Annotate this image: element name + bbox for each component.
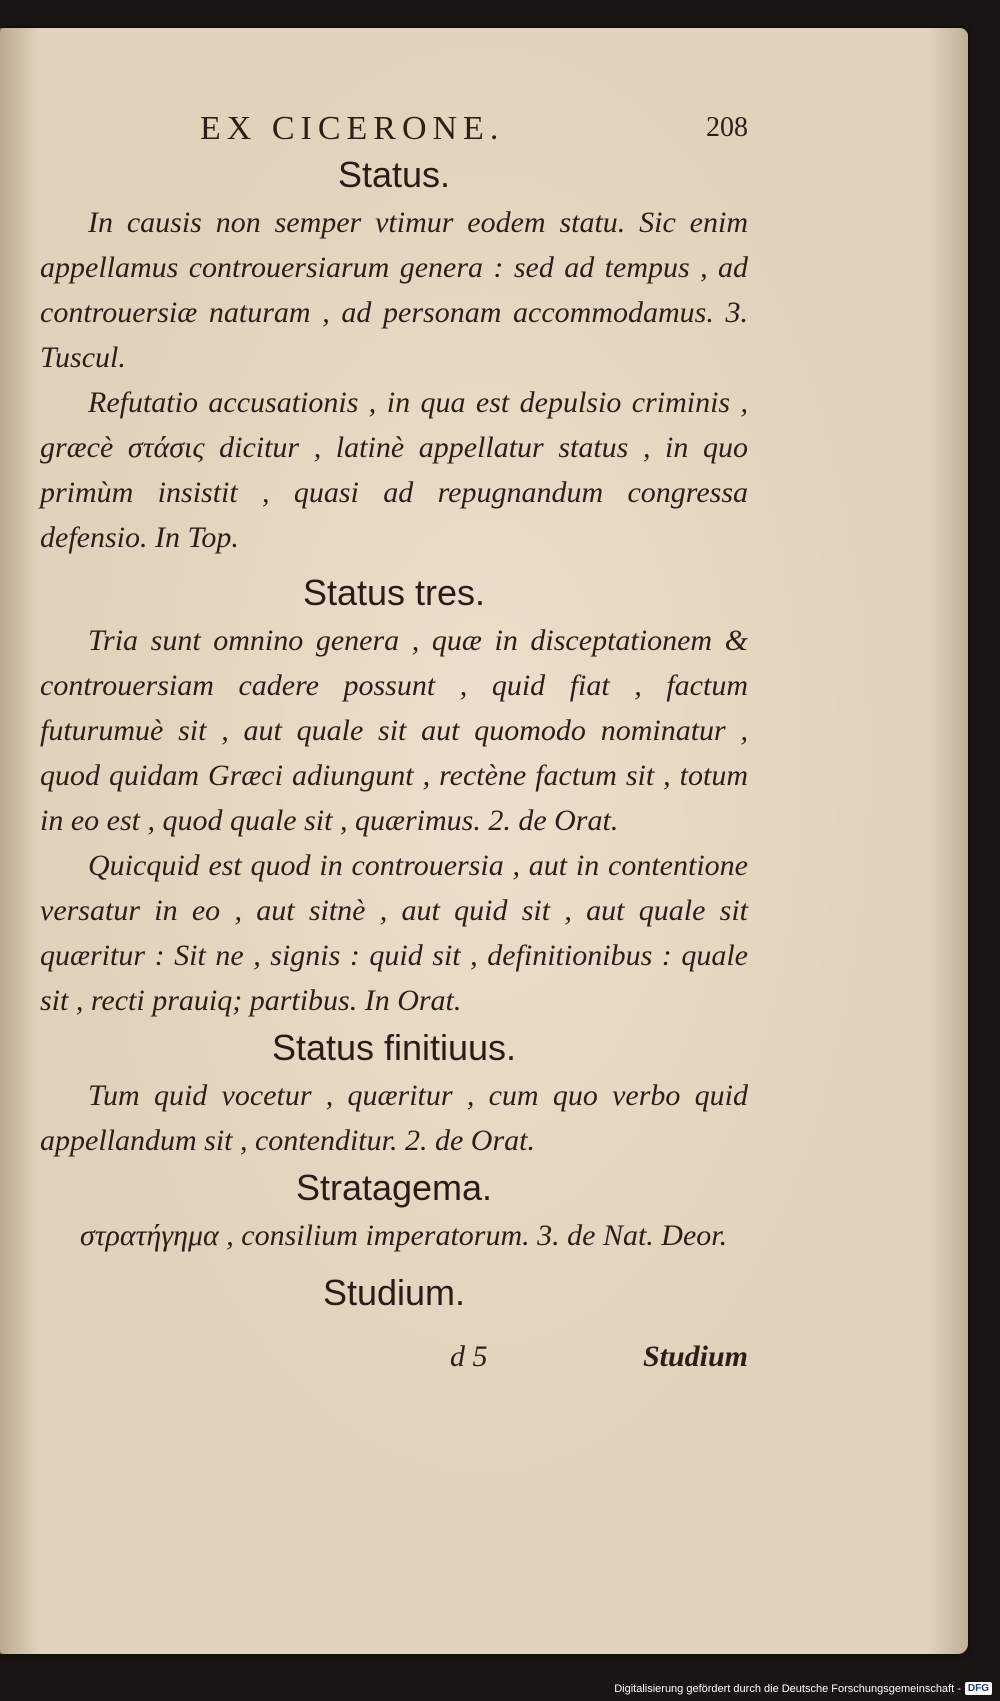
page-header — [200, 110, 748, 154]
paragraph: Quicquid est quod in controuersia , aut in contentione versatur in eo , aut sitnè , aut quid sit , aut quale sit quæritur : Sit ne , signis : quid sit , definitionibus : quale sit , recti prauiq; partibus. In Orat. — [40, 849, 748, 1017]
section-heading-status-finitiuus: Status finitiuus. — [271, 1027, 517, 1068]
section-heading-status-tres: Status tres. — [302, 572, 486, 613]
page-number: 208 — [706, 112, 748, 143]
digitization-credit — [614, 1682, 992, 1695]
credit-text: Digitalisierung gefördert durch die Deutsche Forschungsgemeinschaft - — [614, 1682, 961, 1695]
catchword: Studium — [642, 1340, 748, 1373]
page-text-block — [40, 150, 748, 1318]
section-heading-stratagema: Stratagema. — [295, 1167, 493, 1208]
dfg-logo-icon: DFG — [965, 1682, 992, 1695]
paragraph: In causis non semper vtimur eodem statu. Sic enim appellamus controuersiarum genera : sed ad tempus , ad controuersiæ naturam , ad personam accommodamus. 3. Tuscul. — [40, 206, 748, 374]
paragraph: Tria sunt omnino genera , quæ in disceptationem & controuersiam cadere possunt , quid fiat , factum futurumuè sit , aut quale sit aut quomodo nominatur , quod quidam Græci adiungunt , rectène factum sit , totum in eo est , quod quale sit , quærimus. 2. de Orat. — [40, 624, 748, 837]
paragraph: Refutatio accusationis , in qua est depulsio criminis , græcè στάσις dicitur , latinè appellatur status , in quo primùm insistit , quasi ad repugnandum congressa defensio. In Top. — [40, 386, 748, 554]
signature-mark: d 5 — [450, 1340, 488, 1373]
page-footer — [40, 1340, 748, 1390]
paragraph: Tum quid vocetur , quæritur , cum quo verbo quid appellandum sit , contenditur. 2. de Orat. — [40, 1079, 748, 1157]
running-head: EX CICERONE. — [200, 110, 505, 147]
section-heading-studium: Studium. — [322, 1272, 466, 1313]
paragraph: στρατήγημα , consilium imperatorum. 3. de Nat. Deor. — [80, 1219, 728, 1252]
section-heading-status: Status. — [337, 154, 451, 195]
